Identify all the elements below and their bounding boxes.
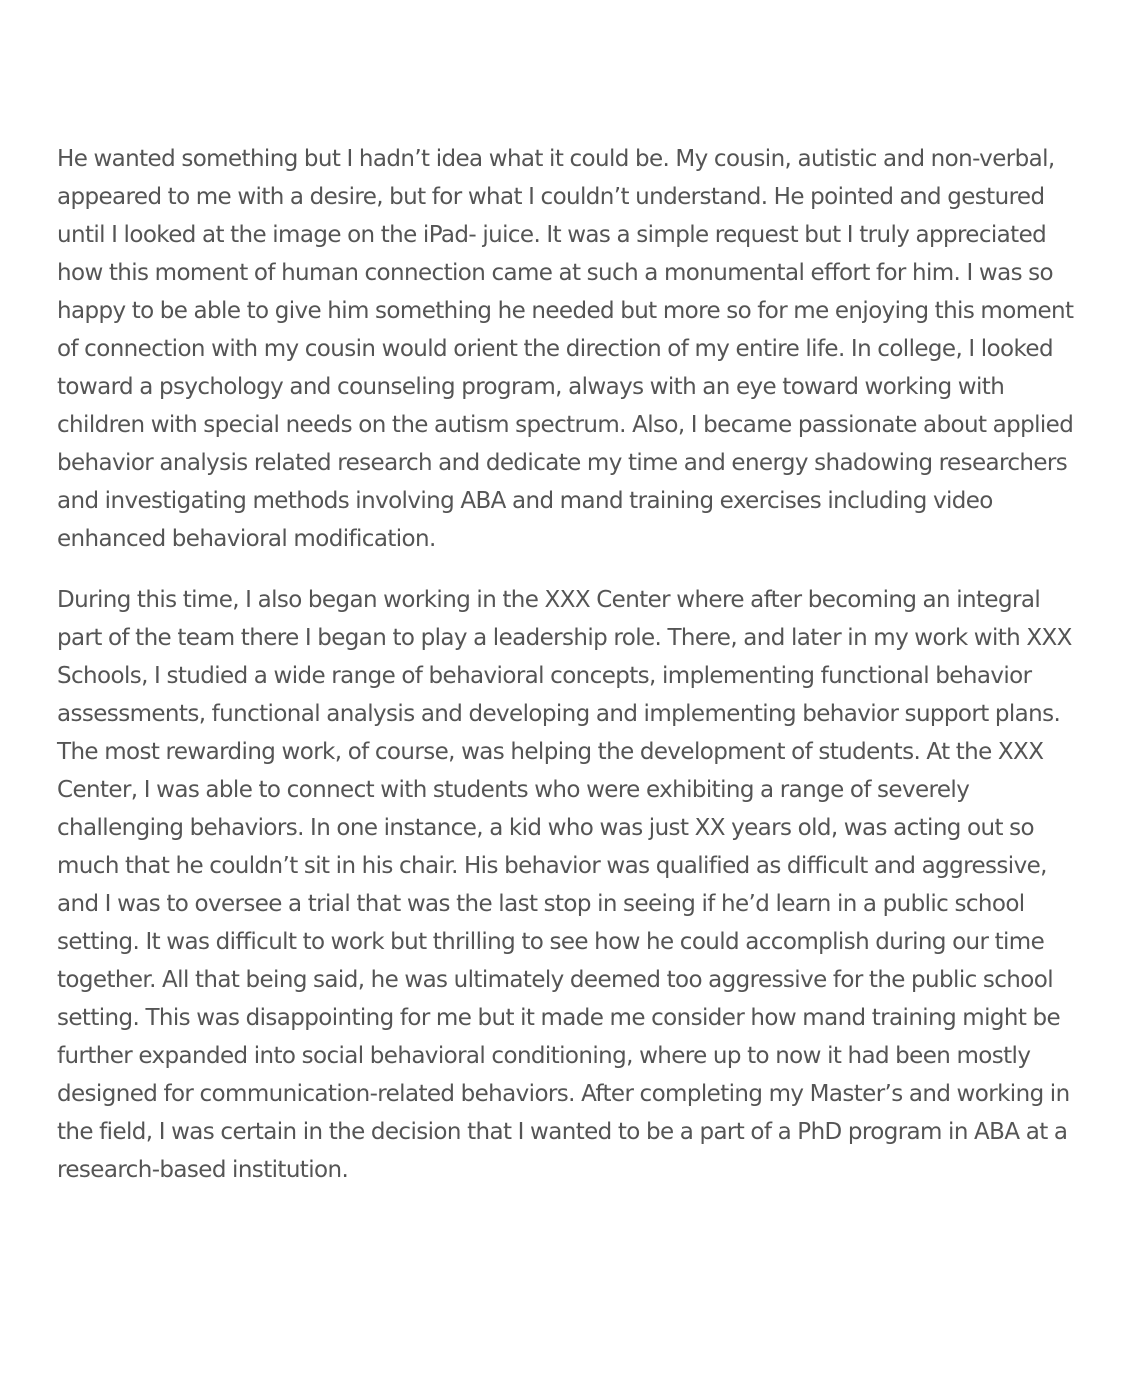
paragraph-1: He wanted something but I hadn’t idea what it could be. My cousin, autistic and non-verbal, appeared to me with a desire, but for what I couldn’t understand. He pointed and gestured until I looked at the image on the iPad- juice. It was a simple request but I truly appreciated how this moment of human connection came at such a monumental effort for him. I was so happy to be able to give him something he needed but more so for me enjoying this moment of connection with my cousin would orient the direction of my entire life. In college, I looked toward a psychology and counseling program, always with an eye toward working with children with special needs on the autism spectrum. Also, I became passionate about applied behavior analysis related research and dedicate my time and energy shadowing researchers and investigating methods involving ABA and mand training exercises including video enhanced behavioral modification. xyxy=(57,146,1074,552)
document-body xyxy=(57,140,1087,1189)
paragraph-2: During this time, I also began working in the XXX Center where after becoming an integral part of the team there I began to play a leadership role. There, and later in my work with XXX Schools, I studied a wide range of behavioral concepts, implementing functional behavior assessments, functional analysis and developing and implementing behavior support plans. The most rewarding work, of course, was helping the development of students. At the XXX Center, I was able to connect with students who were exhibiting a range of severely challenging behaviors. In one instance, a kid who was just XX years old, was acting out so much that he couldn’t sit in his chair. His behavior was qualified as difficult and aggressive, and I was to oversee a trial that was the last stop in seeing if he’d learn in a public school setting. It was difficult to work but thrilling to see how he could accomplish during our time together. All that being said, he was ultimately deemed too aggressive for the public school setting. This was disappointing for me but it made me consider how mand training might be further expanded into social behavioral conditioning, where up to now it had been mostly designed for communication-related behaviors. After completing my Master’s and working in the field, I was certain in the decision that I wanted to be a part of a PhD program in ABA at a research-based institution. xyxy=(57,587,1072,1183)
